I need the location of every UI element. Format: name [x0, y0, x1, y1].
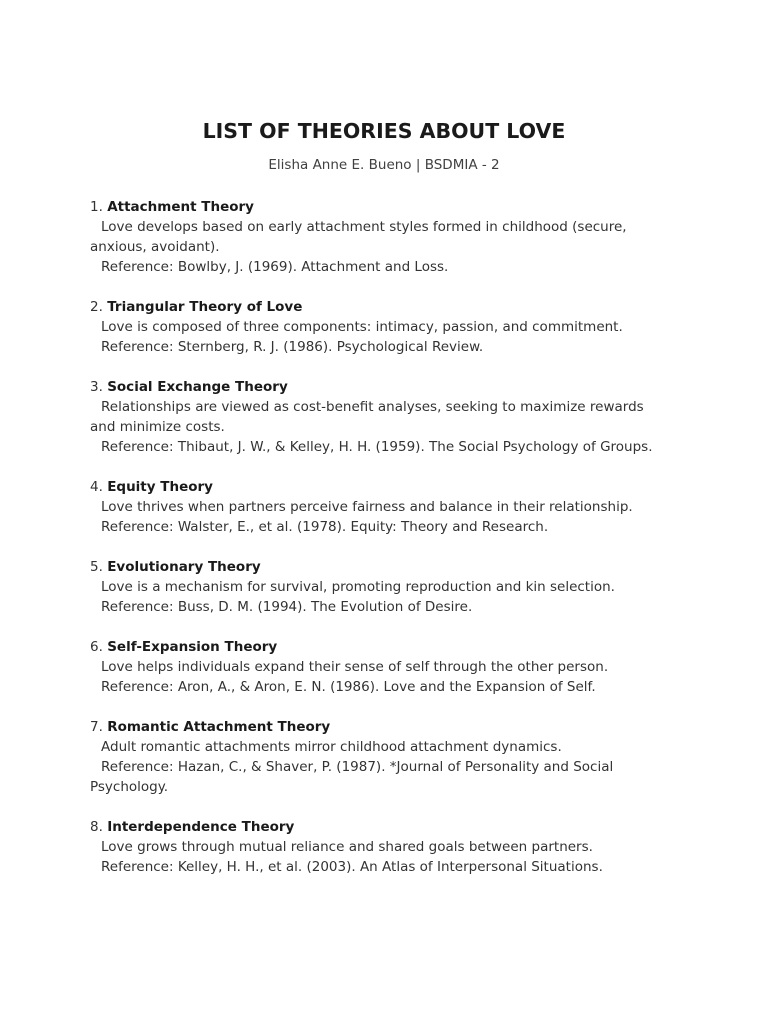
- theory-description: Love is composed of three components: intimacy, passion, and commitment.: [101, 319, 623, 335]
- theory-list: [90, 197, 690, 897]
- theory-name: Interdependence Theory: [107, 819, 295, 835]
- theory-item: [90, 477, 690, 537]
- theory-name: Triangular Theory of Love: [107, 299, 303, 315]
- theory-reference: Psychology.: [90, 779, 169, 795]
- theory-item: [90, 817, 690, 877]
- theory-description: Adult romantic attachments mirror childhood attachment dynamics.: [101, 739, 562, 755]
- theory-heading: [90, 377, 690, 397]
- theory-heading: [90, 817, 690, 837]
- theory-heading: [90, 557, 690, 577]
- theory-number: 7.: [90, 719, 103, 735]
- theory-number: 5.: [90, 559, 103, 575]
- theory-number: 6.: [90, 639, 103, 655]
- document-title: LIST OF THEORIES ABOUT LOVE: [202, 119, 566, 143]
- theory-description: anxious, avoidant).: [90, 239, 220, 255]
- theory-name: Equity Theory: [107, 479, 213, 495]
- theory-number: 1.: [90, 199, 103, 215]
- theory-number: 3.: [90, 379, 103, 395]
- theory-item: [90, 197, 690, 277]
- theory-reference: Reference: Thibaut, J. W., & Kelley, H. H. (1959). The Social Psychology of Groups.: [101, 439, 653, 455]
- theory-item: [90, 717, 690, 797]
- theory-name: Self-Expansion Theory: [107, 639, 278, 655]
- theory-item: [90, 557, 690, 617]
- theory-reference: Reference: Buss, D. M. (1994). The Evolution of Desire.: [101, 599, 473, 615]
- theory-heading: [90, 637, 690, 657]
- theory-number: 8.: [90, 819, 103, 835]
- theory-name: Social Exchange Theory: [107, 379, 288, 395]
- theory-reference: Reference: Sternberg, R. J. (1986). Psychological Review.: [101, 339, 484, 355]
- theory-item: [90, 297, 690, 357]
- theory-item: [90, 637, 690, 697]
- theory-reference: Reference: Walster, E., et al. (1978). Equity: Theory and Research.: [101, 519, 549, 535]
- theory-name: Attachment Theory: [107, 199, 254, 215]
- theory-description: Relationships are viewed as cost-benefit analyses, seeking to maximize rewards: [101, 399, 644, 415]
- theory-reference: Reference: Bowlby, J. (1969). Attachment and Loss.: [101, 259, 449, 275]
- theory-name: Evolutionary Theory: [107, 559, 261, 575]
- theory-description: Love thrives when partners perceive fairness and balance in their relationship.: [101, 499, 633, 515]
- theory-description: and minimize costs.: [90, 419, 225, 435]
- theory-heading: [90, 717, 690, 737]
- theory-description: Love grows through mutual reliance and shared goals between partners.: [101, 839, 593, 855]
- theory-reference: Reference: Kelley, H. H., et al. (2003). An Atlas of Interpersonal Situations.: [101, 859, 603, 875]
- theory-reference: Reference: Hazan, C., & Shaver, P. (1987). *Journal of Personality and Social: [101, 759, 614, 775]
- theory-heading: [90, 297, 690, 317]
- theory-reference: Reference: Aron, A., & Aron, E. N. (1986). Love and the Expansion of Self.: [101, 679, 596, 695]
- theory-description: Love helps individuals expand their sense of self through the other person.: [101, 659, 609, 675]
- theory-number: 2.: [90, 299, 103, 315]
- theory-heading: [90, 197, 690, 217]
- theory-number: 4.: [90, 479, 103, 495]
- theory-heading: [90, 477, 690, 497]
- document-subtitle: Elisha Anne E. Bueno | BSDMIA - 2: [268, 157, 500, 173]
- theory-description: Love develops based on early attachment styles formed in childhood (secure,: [101, 219, 627, 235]
- theory-description: Love is a mechanism for survival, promoting reproduction and kin selection.: [101, 579, 615, 595]
- theory-name: Romantic Attachment Theory: [107, 719, 331, 735]
- theory-item: [90, 377, 690, 457]
